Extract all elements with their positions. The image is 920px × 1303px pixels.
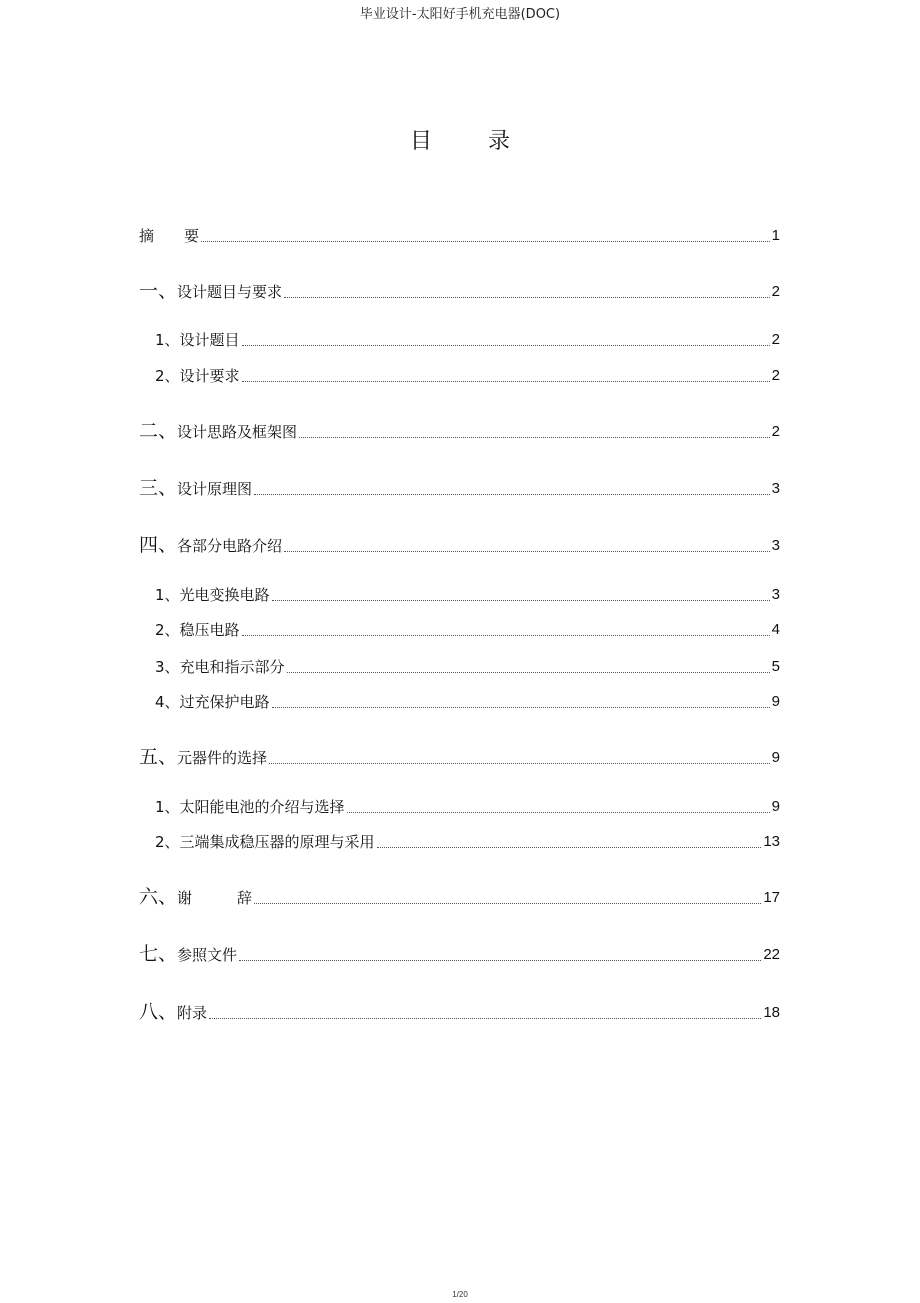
section-title: 谢 辞 — [177, 889, 253, 907]
toc-entry-page: 3 — [771, 537, 780, 554]
toc-entry-page: 1 — [771, 227, 780, 244]
dot-leader — [284, 550, 770, 552]
toc-entry-sec4-1[interactable] — [155, 581, 780, 605]
section-number: 六、 — [139, 886, 178, 908]
dot-leader — [242, 634, 770, 636]
toc-entry-label: 2、设计要求 — [155, 367, 240, 385]
toc-entry-label: 1、太阳能电池的介绍与选择 — [155, 798, 345, 816]
dot-leader — [242, 344, 770, 346]
section-title: 设计原理图 — [177, 480, 253, 498]
toc-entry-sec5-1[interactable] — [155, 793, 780, 817]
toc-entry-sec3[interactable] — [139, 475, 780, 499]
dot-leader — [239, 959, 761, 961]
toc-entry-sec4-2[interactable] — [155, 616, 780, 640]
section-title: 各部分电路介绍 — [177, 537, 283, 555]
dot-leader — [209, 1017, 761, 1019]
section-number: 四、 — [139, 534, 178, 556]
dot-leader — [242, 380, 770, 382]
section-number: 八、 — [139, 1001, 178, 1023]
toc-entry-label — [139, 887, 252, 908]
toc-entry-label — [139, 1002, 207, 1023]
toc-entry-label: 1、设计题目 — [155, 331, 240, 349]
toc-entry-sec7[interactable] — [139, 941, 780, 965]
dot-leader — [272, 706, 770, 708]
toc-entry-label: 1、光电变换电路 — [155, 586, 270, 604]
title-char-2: 录 — [488, 129, 511, 154]
toc-entry-page: 2 — [771, 331, 780, 348]
toc-entry-label: 3、充电和指示部分 — [155, 658, 285, 676]
section-number: 二、 — [139, 420, 178, 442]
toc-entry-sec5-2[interactable] — [155, 828, 780, 852]
dot-leader — [287, 671, 770, 673]
dot-leader — [201, 240, 770, 242]
toc-entry-page: 4 — [771, 621, 780, 638]
toc-entry-label — [139, 944, 237, 965]
dot-leader — [284, 296, 770, 298]
toc-entry-page: 3 — [771, 480, 780, 497]
toc-entry-page: 3 — [771, 586, 780, 603]
title-char-1: 目 — [409, 129, 432, 154]
toc-entry-sec4-3[interactable] — [155, 653, 780, 677]
toc-entry-sec2[interactable] — [139, 418, 780, 442]
toc-entry-page: 2 — [771, 423, 780, 440]
dot-leader — [347, 811, 770, 813]
section-title: 附录 — [177, 1004, 208, 1022]
dot-leader — [272, 599, 770, 601]
section-title: 设计题目与要求 — [177, 283, 283, 301]
toc-entry-page: 2 — [771, 283, 780, 300]
section-title: 设计思路及框架图 — [177, 423, 298, 441]
toc-entry-label — [139, 535, 282, 556]
toc-entry-sec4-4[interactable] — [155, 688, 780, 712]
toc-entry-sec1-1[interactable] — [155, 326, 780, 350]
toc-entry-page: 9 — [771, 693, 780, 710]
toc-entry-sec8[interactable] — [139, 999, 780, 1023]
toc-entry-page: 5 — [771, 658, 780, 675]
toc-entry-label: 摘 要 — [139, 227, 200, 245]
toc-entry-label: 4、过充保护电路 — [155, 693, 270, 711]
toc-entry-sec5[interactable] — [139, 744, 780, 768]
toc-entry-label — [139, 421, 297, 442]
toc-entry-page: 2 — [771, 367, 780, 384]
section-number: 五、 — [139, 746, 178, 768]
section-number: 一、 — [139, 280, 178, 302]
section-number: 三、 — [139, 477, 178, 499]
dot-leader — [299, 436, 770, 438]
toc-entry-label — [139, 747, 267, 768]
dot-leader — [254, 493, 770, 495]
toc-entry-label — [139, 478, 252, 499]
toc-entry-page: 17 — [763, 889, 780, 906]
page-number-footer: 1/20 — [452, 1290, 468, 1299]
running-header: 毕业设计-太阳好手机充电器(DOC) — [359, 7, 561, 22]
toc-entry-sec6[interactable] — [139, 884, 780, 908]
dot-leader — [269, 762, 770, 764]
toc-entry-page: 9 — [771, 749, 780, 766]
toc-entry-sec1[interactable] — [139, 278, 780, 302]
section-number: 七、 — [139, 943, 178, 965]
toc-entry-abstract[interactable] — [139, 222, 780, 246]
dot-leader — [254, 902, 761, 904]
toc-entry-sec1-2[interactable] — [155, 362, 780, 386]
toc-entry-page: 22 — [763, 946, 780, 963]
toc-entry-label: 2、三端集成稳压器的原理与采用 — [155, 833, 375, 851]
toc-entry-page: 9 — [771, 798, 780, 815]
toc-entry-page: 18 — [763, 1004, 780, 1021]
toc-entry-label: 2、稳压电路 — [155, 621, 240, 639]
toc-entry-page: 13 — [763, 833, 780, 850]
toc-entry-sec4[interactable] — [139, 532, 780, 556]
dot-leader — [377, 846, 762, 848]
section-title: 参照文件 — [177, 946, 238, 964]
section-title: 元器件的选择 — [177, 749, 268, 767]
toc-entry-label — [139, 281, 282, 302]
